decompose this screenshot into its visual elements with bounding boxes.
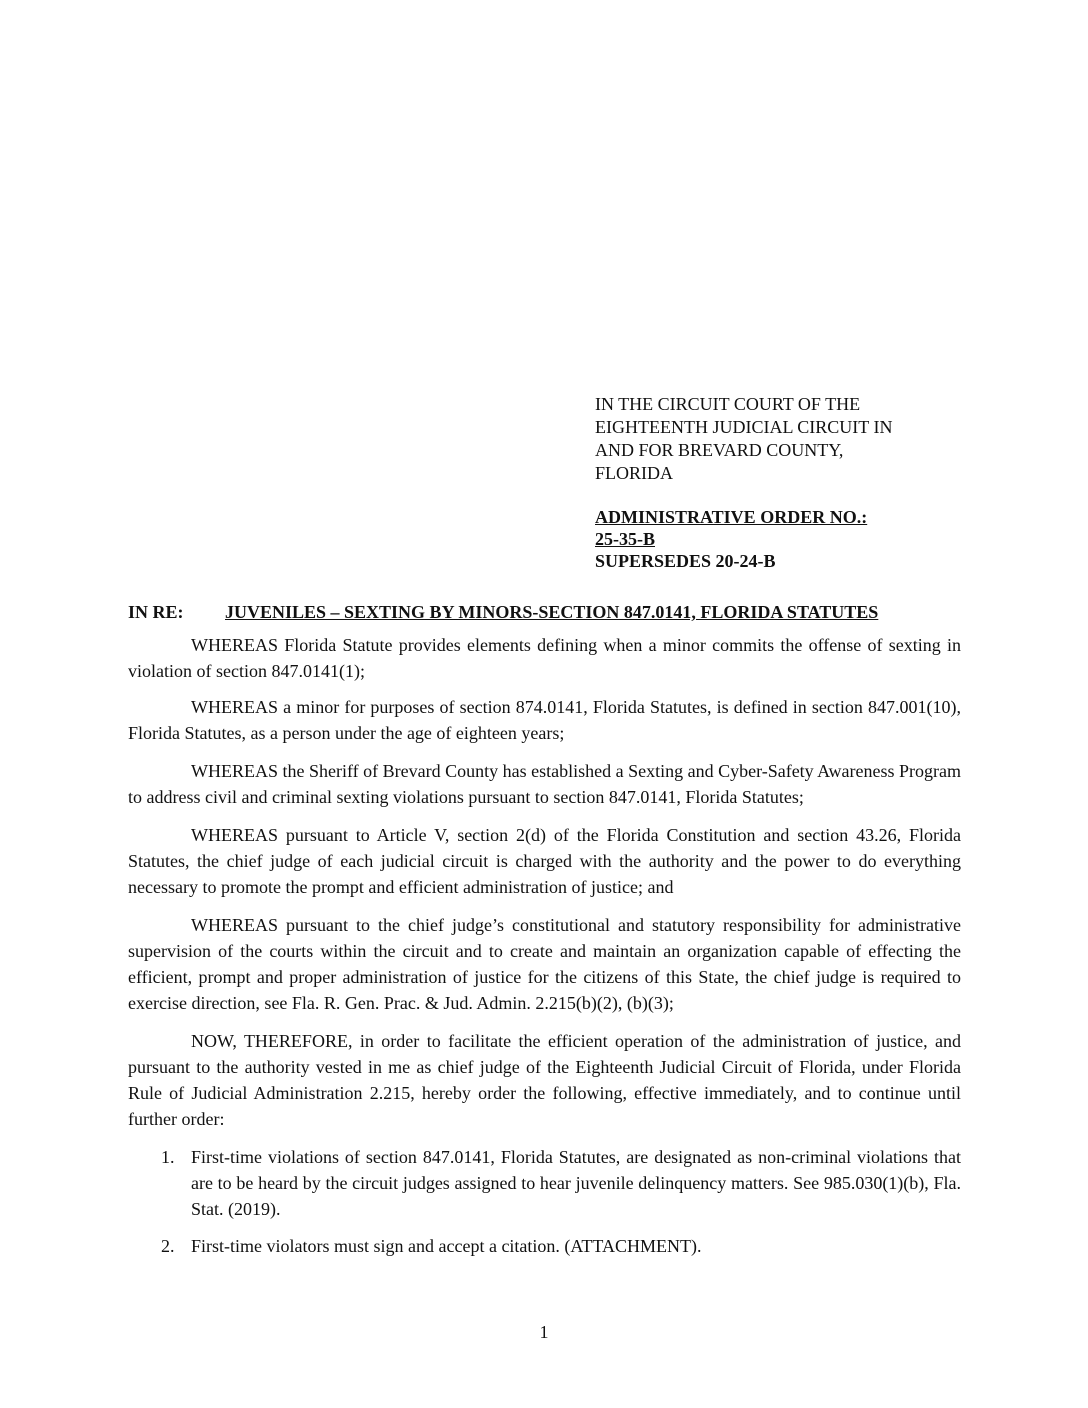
in-re-label: IN RE: (128, 602, 184, 622)
list-number: 2. (161, 1236, 175, 1256)
court-line: AND FOR BREVARD COUNTY, (595, 440, 844, 460)
list-text: First-time violators must sign and accept a citation. (ATTACHMENT). (191, 1236, 702, 1256)
court-caption (595, 393, 921, 485)
order-list (128, 1144, 961, 1259)
whereas-paragraph: WHEREAS a minor for purposes of section 874.0141, Florida Statutes, is defined in section 847.001(10), Florida Statutes, as a person under the age of eighteen years; (128, 697, 961, 743)
supersedes-line: SUPERSEDES 20-24-B (595, 551, 776, 571)
order-number: 25-35-B (595, 529, 655, 549)
list-number: 1. (161, 1147, 175, 1167)
court-line: EIGHTEENTH JUDICIAL CIRCUIT IN (595, 417, 893, 437)
list-item (128, 1144, 961, 1222)
court-line: IN THE CIRCUIT COURT OF THE (595, 394, 861, 414)
court-line: FLORIDA (595, 463, 674, 483)
page-number: 1 (539, 1322, 549, 1342)
order-number-block (595, 506, 955, 572)
whereas-paragraph: WHEREAS pursuant to Article V, section 2(d) of the Florida Constitution and section 43.26, Florida Statutes, the chief judge of each judicial circuit is charged with the authority and the power to do everything necessary to promote the prompt and efficient administration of justice; and (128, 825, 961, 897)
in-re-heading (128, 602, 958, 623)
whereas-paragraph: WHEREAS the Sheriff of Brevard County has established a Sexting and Cyber-Safety Awareness Program to address civil and criminal sexting violations pursuant to section 847.0141, Florida Statutes; (128, 761, 961, 807)
order-label: ADMINISTRATIVE ORDER NO.: (595, 507, 868, 527)
list-item (128, 1233, 961, 1259)
whereas-paragraph: WHEREAS Florida Statute provides elements defining when a minor commits the offense of sexting in violation of section 847.0141(1); (128, 635, 961, 681)
whereas-paragraph: WHEREAS pursuant to the chief judge’s constitutional and statutory responsibility for administrative supervision of the courts within the circuit and to create and maintain an organization capable of effecting the efficient, prompt and proper administration of justice for the citizens of this State, the chief judge is required to exercise direction, see Fla. R. Gen. Prac. & Jud. Admin. 2.215(b)(2), (b)(3); (128, 915, 961, 1013)
list-text: First-time violations of section 847.0141, Florida Statutes, are designated as non-criminal violations that are to be heard by the circuit judges assigned to hear juvenile delinquency matters. See 985.030(1)(b), Fla. Stat. (2019). (191, 1147, 961, 1219)
now-therefore-paragraph: NOW, THEREFORE, in order to facilitate the efficient operation of the administration of justice, and pursuant to the authority vested in me as chief judge of the Eighteenth Judicial Circuit of Florida, under Florida Rule of Judicial Administration 2.215, hereby order the following, effective immediately, and to continue until further order: (128, 1031, 961, 1129)
order-body (128, 632, 961, 1270)
in-re-subject: JUVENILES – SEXTING BY MINORS-SECTION 847.0141, FLORIDA STATUTES (225, 602, 879, 622)
